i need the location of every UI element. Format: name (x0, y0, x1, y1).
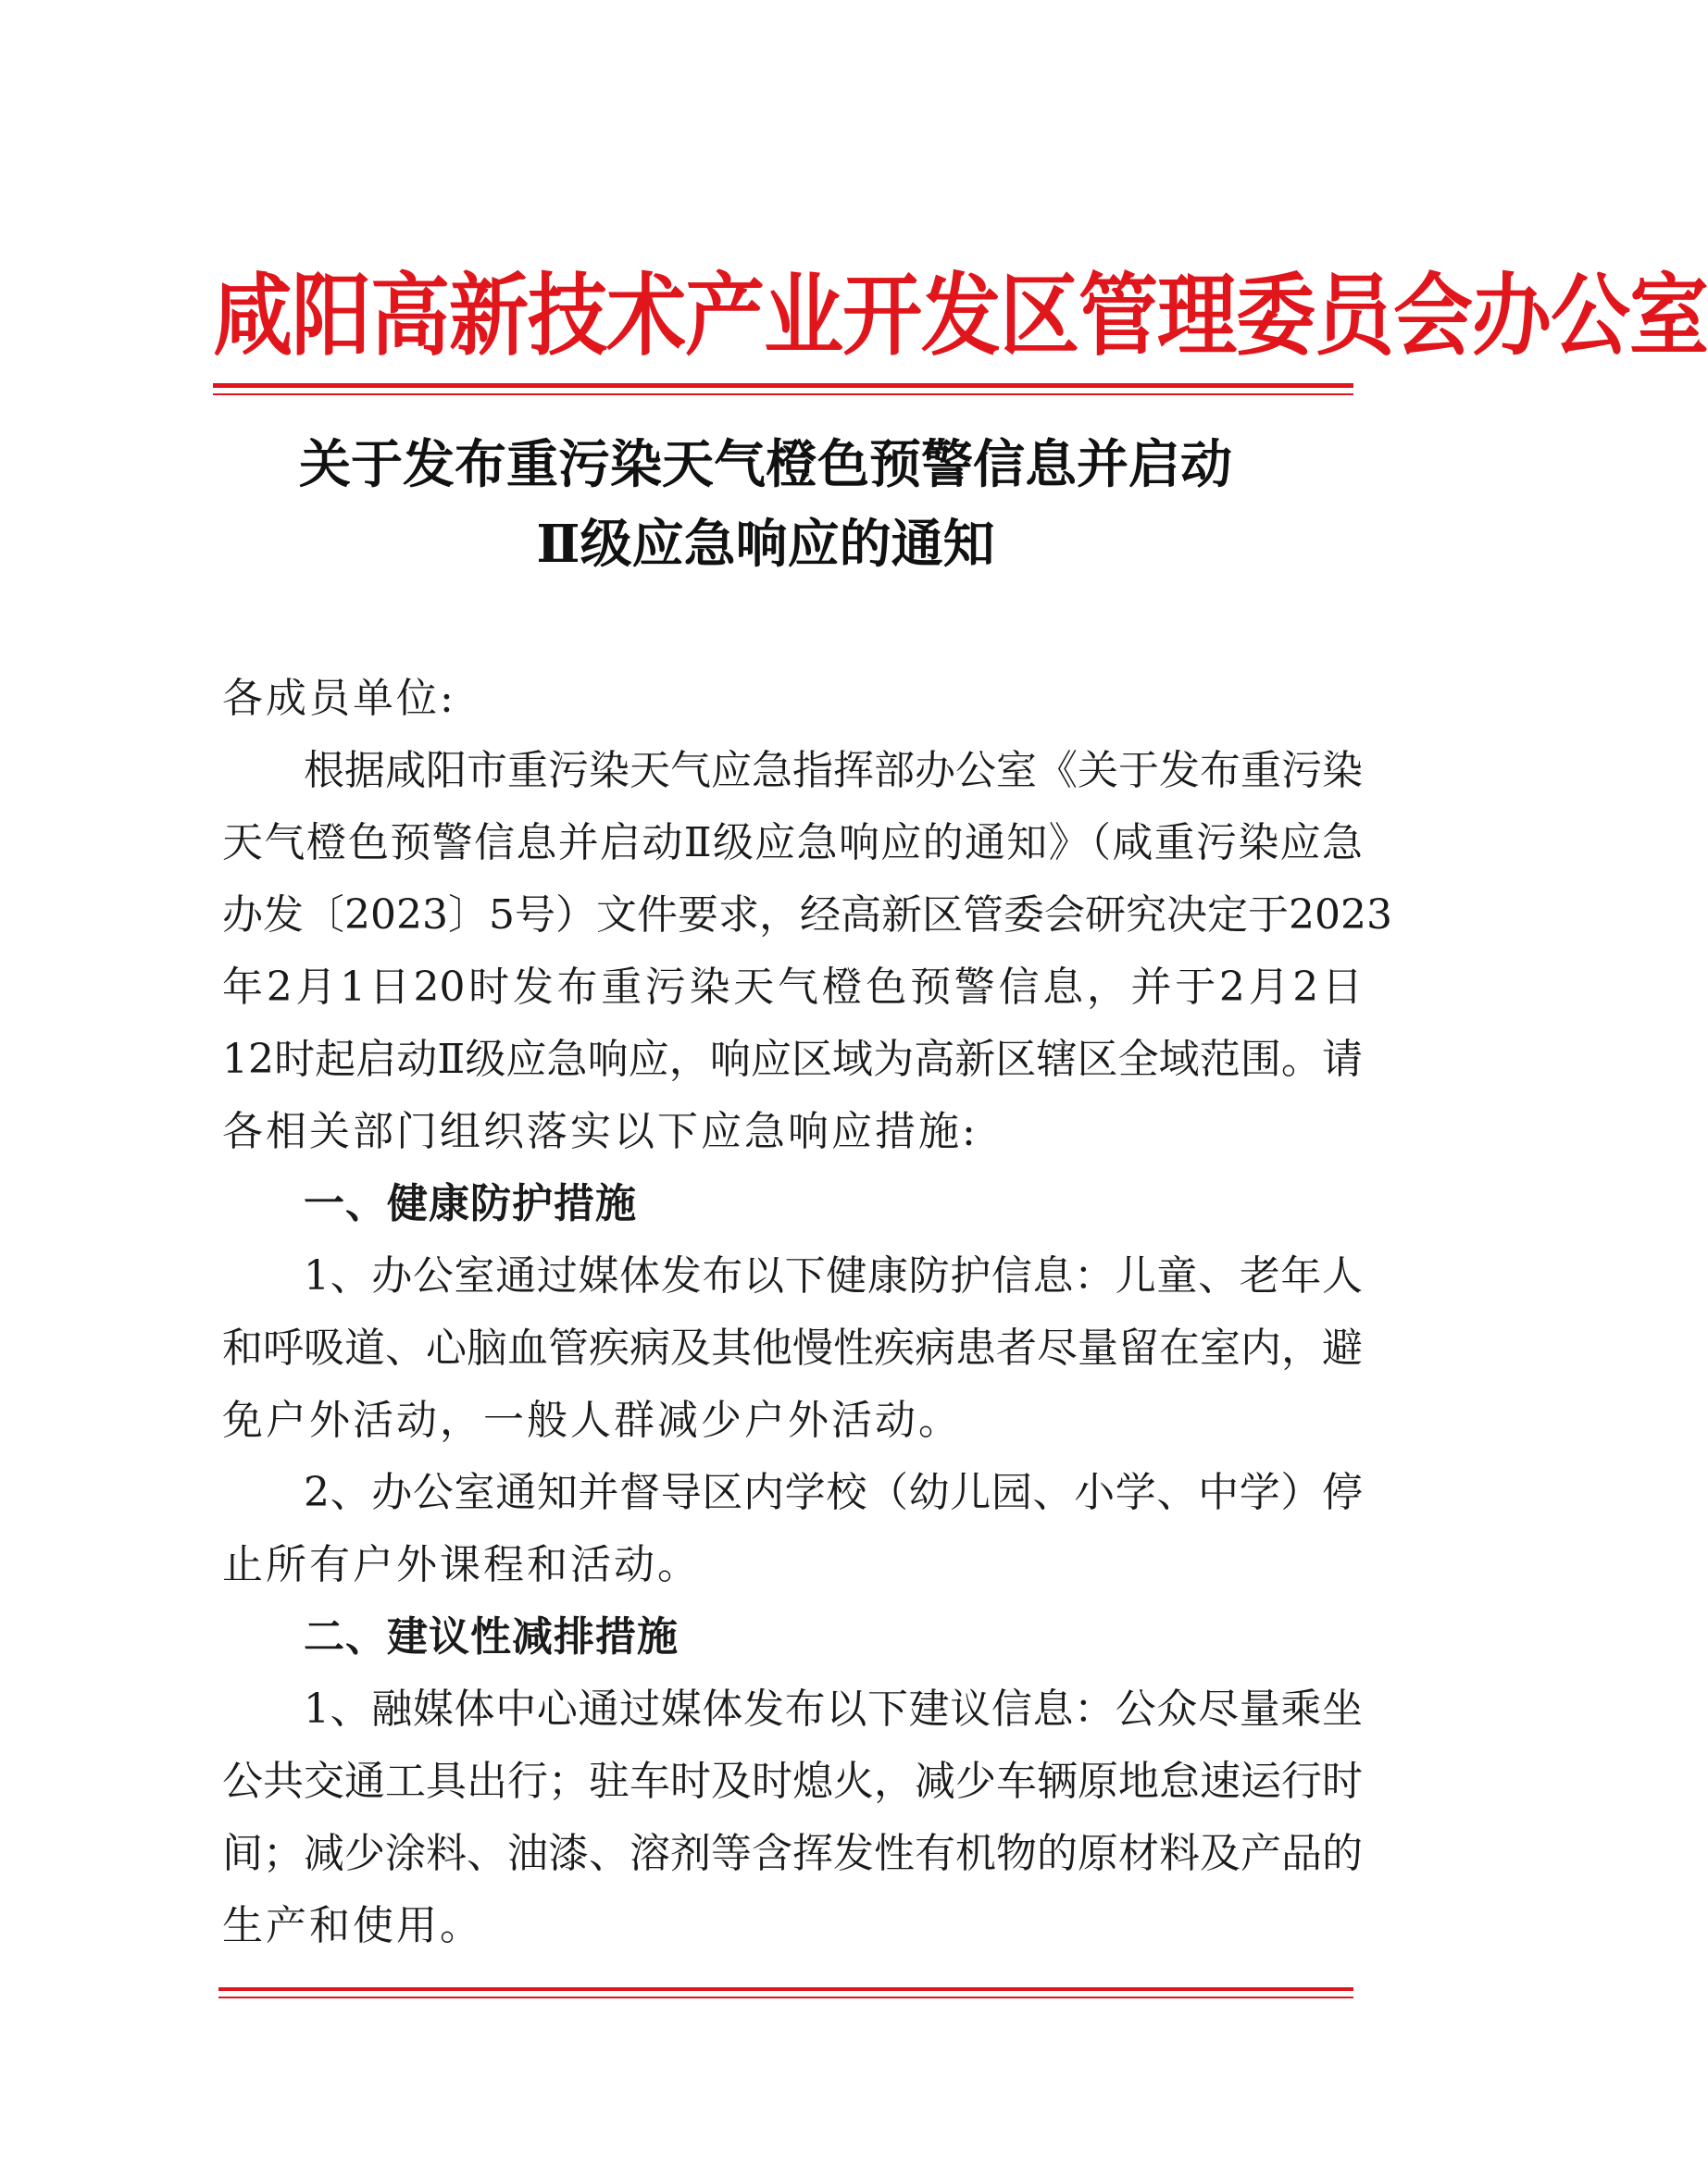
footer-red-rule-thin (218, 1997, 1353, 1998)
section-heading-health-protection: 一、健康防护措施 (304, 1180, 637, 1227)
body-text-line: 1、融媒体中心通过媒体发布以下建议信息：公众尽量乘坐 (304, 1686, 1363, 1733)
body-text-line: 各相关部门组织落实以下应急响应措施: (222, 1108, 979, 1155)
body-text-line: 免户外活动，一般人群减少户外活动。 (222, 1397, 962, 1444)
body-text-line: 天气橙色预警信息并启动Ⅱ级应急响应的通知》（咸重污染应急 (222, 819, 1363, 866)
body-text-line: 止所有户外课程和活动。 (222, 1541, 701, 1588)
document-title-line-1: 关于发布重污染天气橙色预警信息并启动 (299, 434, 1232, 495)
body-text-line: 年2月1日20时发布重污染天气橙色预警信息，并于2月2日 (222, 964, 1363, 1011)
body-text-line: 12时起启动Ⅱ级应急响应，响应区域为高新区辖区全域范围。请 (222, 1036, 1363, 1083)
body-text-line: 办发〔2023〕5号）文件要求，经高新区管委会研究决定于2023 (222, 891, 1392, 939)
salutation: 各成员单位: (222, 675, 456, 722)
issuing-organization-header: 咸阳高新技术产业开发区管理委员会办公室 (213, 265, 1708, 368)
body-text-line: 2、办公室通知并督导区内学校（幼儿园、小学、中学）停 (304, 1469, 1363, 1516)
body-text-line: 和呼吸道、心脑血管疾病及其他慢性疾病患者尽量留在室内，避 (222, 1325, 1363, 1372)
body-text-line: 1、办公室通过媒体发布以下健康防护信息：儿童、老年人 (304, 1252, 1363, 1300)
footer-red-rule-thick (218, 1987, 1353, 1991)
section-heading-emission-reduction: 二、建议性减排措施 (304, 1613, 679, 1661)
body-text-line: 间；减少涂料、油漆、溶剂等含挥发性有机物的原材料及产品的 (222, 1830, 1363, 1877)
header-red-rule-thick (213, 383, 1353, 388)
header-red-rule-thin (213, 393, 1353, 395)
body-text-line: 公共交通工具出行；驻车时及时熄火，减少车辆原地怠速运行时 (222, 1758, 1363, 1805)
body-text-line: 根据咸阳市重污染天气应急指挥部办公室《关于发布重污染 (304, 747, 1363, 794)
document-title-line-2: Ⅱ级应急响应的通知 (536, 514, 995, 575)
body-text-line: 生产和使用。 (222, 1902, 483, 1949)
